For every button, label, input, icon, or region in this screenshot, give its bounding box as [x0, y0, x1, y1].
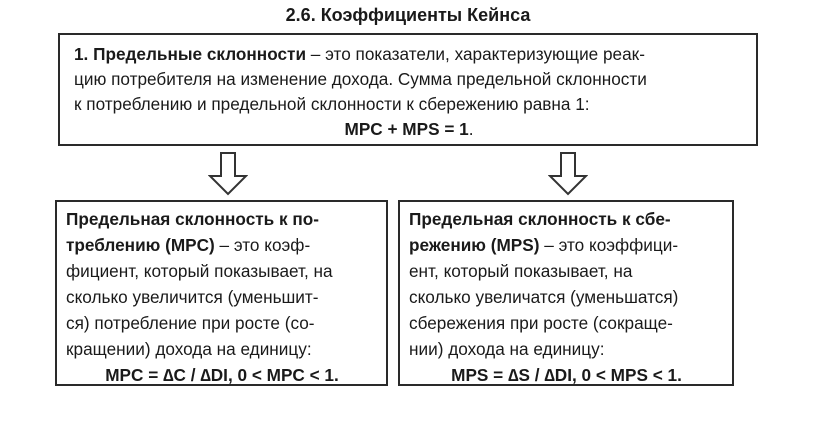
mpc-box-line-3: фициент, который показывает, на [66, 261, 333, 281]
mpc-formula: MPC = ∆C / ∆DI, 0 < MPC < 1. [105, 365, 339, 385]
mpc-box-line-2-bold-a: треблению ( [66, 235, 171, 255]
mpc-box-line-2 [66, 232, 378, 258]
top-box-line-2: цию потребителя на изменение дохода. Сумма предельной склонности [74, 69, 647, 89]
mpc-box-line-6: кращении) дохода на единицу: [66, 339, 312, 359]
mpc-abbr: MPC [170, 235, 210, 255]
mps-box-line-2-bold-a: режению ( [409, 235, 497, 255]
top-box-heading: 1. Предельные склонности [74, 44, 307, 64]
top-box-line-1 [74, 42, 744, 67]
mpc-box-line-4: сколько увеличится (уменьшит- [66, 287, 319, 307]
top-box-line-3: к потреблению и предельной склонности к сбережению равна 1: [74, 94, 590, 114]
mps-box-line-5: сбережения при росте (сокраще- [409, 313, 673, 333]
top-box-formula: MPC + MPS = 1 [344, 119, 469, 139]
mps-box-line-6: нии) дохода на единицу: [409, 339, 605, 359]
mps-box-line-2-rest: – это коэффици- [539, 235, 679, 255]
mps-box [398, 200, 734, 386]
mps-box-line-2-bold-b: ) [533, 235, 540, 255]
page-title: 2.6. Коэффициенты Кейнса [285, 5, 531, 25]
mps-box-line-2 [409, 232, 724, 258]
mps-box-line-1: Предельная склонность к сбе- [409, 209, 671, 229]
mps-abbr: MPS [496, 235, 534, 255]
top-box-line-1-rest: – это показатели, характеризующие реак- [306, 44, 645, 64]
mpc-box-line-5: ся) потребление при росте (со- [66, 313, 315, 333]
down-arrow-icon [548, 152, 588, 196]
mps-box-line-3: ент, который показывает, на [409, 261, 633, 281]
mpc-box [55, 200, 388, 386]
down-arrow-icon [208, 152, 248, 196]
mpc-box-line-2-rest: – это коэф- [214, 235, 311, 255]
top-box-formula-line [74, 117, 744, 142]
top-box-formula-end: . [468, 119, 474, 139]
mps-box-line-4: сколько увеличатся (уменьшатся) [409, 287, 679, 307]
mpc-box-line-2-bold-b: ) [209, 235, 215, 255]
mpc-box-line-1: Предельная склонность к по- [66, 209, 320, 229]
mps-formula: MPS = ∆S / ∆DI, 0 < MPS < 1. [451, 365, 682, 385]
marginal-propensities-box [58, 33, 758, 146]
